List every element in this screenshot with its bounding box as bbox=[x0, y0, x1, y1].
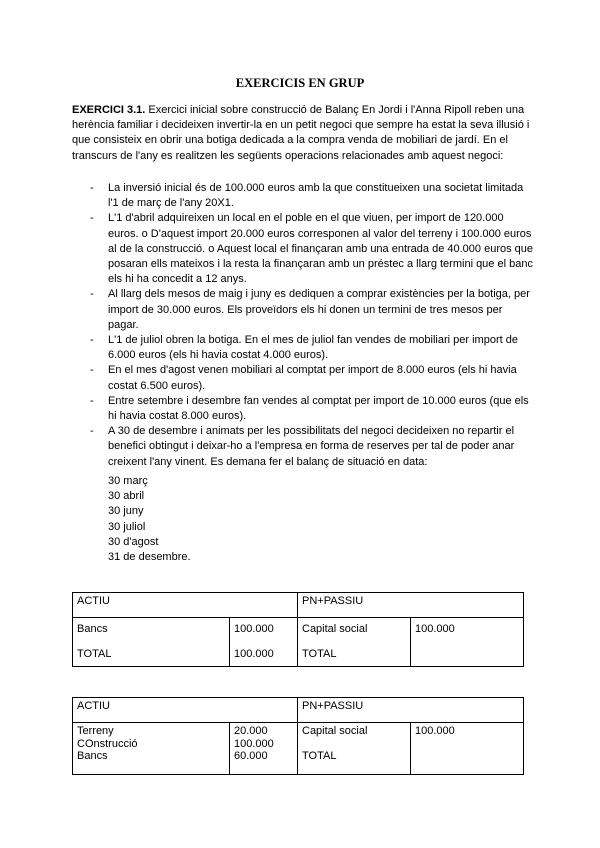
bullet-dash: - bbox=[90, 288, 94, 301]
table-cell bbox=[411, 723, 524, 775]
exercise-label: EXERCICI 3.1. bbox=[72, 104, 146, 116]
table-header-liabilities: PN+PASSIU bbox=[298, 593, 524, 618]
operation-text: Entre setembre i desembre fan vendes al comptat per import de 10.000 euros (que els hi havia costat 8.000 euros). bbox=[108, 394, 529, 423]
list-item bbox=[72, 424, 534, 470]
liability-name: Capital social bbox=[302, 725, 368, 737]
date-item: 30 juliol bbox=[108, 520, 146, 533]
table-cell bbox=[411, 642, 524, 667]
list-item bbox=[72, 363, 534, 393]
asset-value: 100.000 bbox=[234, 737, 274, 750]
table-cell: TOTAL bbox=[73, 642, 230, 667]
operation-text: La inversió inicial és de 100.000 euros amb la que constitueixen una societat limitada l'1 de març de l'any 20X1. bbox=[108, 182, 524, 210]
bullet-dash: - bbox=[90, 394, 94, 407]
table-header-assets: ACTIU bbox=[73, 593, 298, 618]
list-item bbox=[72, 181, 534, 211]
date-item: 30 juny bbox=[108, 505, 144, 518]
exercise-intro-text: Exercici inicial sobre construcció de Balanç En Jordi i l'Anna Ripoll reben una herència familiar i decideixen invertir-la en un petit negoci que sempre ha estat la seva illusió i que consisteix en obrir una botiga dedicada a la compra venda de mobiliari de jardí. En el transcurs de l'any es realitzen les següents operacions relacionades amb aquest negoci: bbox=[72, 104, 530, 162]
table-cell bbox=[230, 723, 298, 775]
table-cell: Bancs bbox=[73, 618, 230, 642]
table-header-assets: ACTIU bbox=[73, 698, 298, 723]
bullet-dash: - bbox=[90, 364, 94, 377]
operation-text: En el mes d'agost venen mobiliari al comptat per import de 8.000 euros (els hi havia costat 6.500 euros). bbox=[108, 364, 517, 392]
date-item: 31 de desembre. bbox=[108, 551, 191, 564]
exercise-intro bbox=[72, 103, 534, 164]
asset-value: 60.000 bbox=[234, 750, 268, 762]
table-cell: Capital social bbox=[298, 618, 411, 642]
asset-name: Bancs bbox=[77, 750, 108, 762]
balance-table-1 bbox=[72, 592, 524, 667]
list-item bbox=[72, 394, 534, 424]
date-item: 30 d'agost bbox=[108, 535, 159, 548]
asset-name: COnstrucció bbox=[77, 737, 138, 750]
liability-name: TOTAL bbox=[302, 750, 337, 762]
table-cell: 100.000 bbox=[230, 618, 298, 642]
dates-list bbox=[108, 474, 191, 565]
list-item bbox=[72, 211, 534, 287]
page-title: EXERCICIS EN GRUP bbox=[235, 76, 365, 90]
table-cell: TOTAL bbox=[298, 642, 411, 667]
list-item bbox=[72, 333, 534, 363]
table-cell bbox=[73, 723, 230, 775]
list-item bbox=[72, 287, 534, 333]
bullet-dash: - bbox=[90, 212, 94, 225]
asset-name: Terreny bbox=[77, 725, 114, 737]
operation-text: L'1 de juliol obren la botiga. En el mes de juliol fan vendes de mobiliari per import de 6.000 euros (els hi havia costat 4.000 euros). bbox=[108, 334, 518, 362]
date-item: 30 abril bbox=[108, 490, 145, 503]
operation-text: L'1 d'abril adquireixen un local en el poble en el que viuen, per import de 120.000 euros. o D'aquest import 20.000 euros corresponen al valor del terreny i 100.000 euros al de la construcció. o Aquest local el finançaran amb una entrada de 40.000 euros que posaran ells mateixos i la resta la finançaran amb un préstec a llarg termini que el banc els hi ha concedit a 12 anys. bbox=[108, 212, 534, 286]
bullet-dash: - bbox=[90, 334, 94, 347]
bullet-dash: - bbox=[90, 425, 94, 438]
table-cell: 100.000 bbox=[411, 618, 524, 642]
liability-value: 100.000 bbox=[415, 725, 455, 737]
balance-table-2 bbox=[72, 697, 524, 775]
bullet-dash: - bbox=[90, 182, 94, 194]
operation-text: Al llarg dels mesos de maig i juny es dediquen a comprar existències per la botiga, per import de 30.000 euros. Els proveïdors els hi donen un termini de tres mesos per pagar. bbox=[108, 288, 530, 331]
table-cell: 100.000 bbox=[230, 642, 298, 667]
operations-list bbox=[72, 181, 534, 470]
table-header-liabilities: PN+PASSIU bbox=[298, 698, 524, 723]
table-cell bbox=[298, 723, 411, 775]
date-item: 30 març bbox=[108, 475, 148, 487]
operation-text: A 30 de desembre i animats per les possibilitats del negoci decideixen no repartir el benefici obtingut i deixar-ho a l'empresa en forma de reserves per tal de poder anar creixent l'any vinent. Es demana fer el balanç de situació en data: bbox=[108, 425, 515, 468]
asset-value: 20.000 bbox=[234, 725, 268, 737]
